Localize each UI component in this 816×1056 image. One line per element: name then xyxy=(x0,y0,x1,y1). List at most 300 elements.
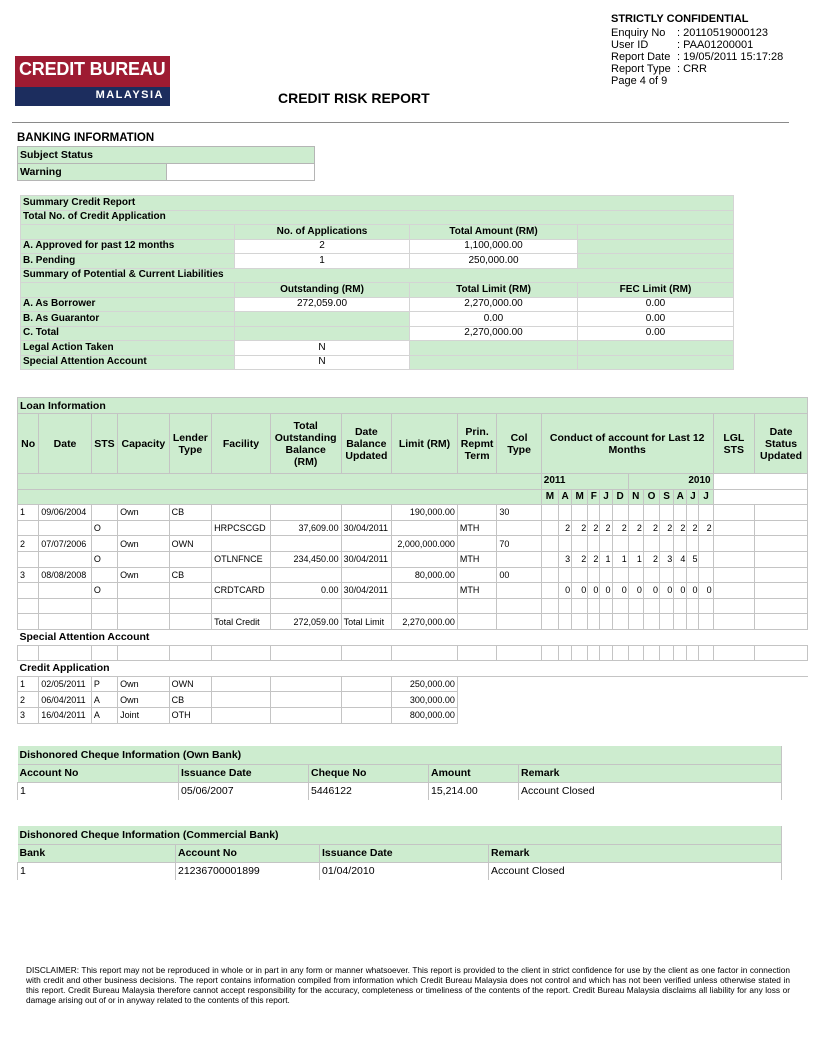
cell-remark: Account Closed xyxy=(489,862,782,880)
blank-cell xyxy=(457,707,807,723)
loan-row xyxy=(18,551,808,567)
month-header: D xyxy=(612,489,628,505)
month-header: F xyxy=(588,489,600,505)
conduct-cell: 2 xyxy=(699,520,713,536)
conduct-cell xyxy=(699,505,713,521)
col-date: Date xyxy=(39,414,92,474)
conduct-cell: 2 xyxy=(588,551,600,567)
col-amount: Amount xyxy=(429,764,519,782)
cell-capacity: Own xyxy=(118,536,170,552)
month-header: M xyxy=(572,489,588,505)
cell-capacity xyxy=(118,520,170,536)
conduct-cell: 0 xyxy=(600,583,612,599)
cell-issuance-date: 01/04/2010 xyxy=(320,862,489,880)
total-fec: 0.00 xyxy=(578,326,734,341)
conduct-cell xyxy=(699,536,713,552)
cell-sts xyxy=(91,536,117,552)
meta-label: User ID xyxy=(611,39,649,51)
month-header: M xyxy=(541,489,558,505)
blank-cell xyxy=(457,692,807,708)
total-limit-label: Total Limit xyxy=(341,614,392,630)
cell-sts: A xyxy=(91,692,117,708)
cell-lender-type: CB xyxy=(169,692,211,708)
col-account-no: Account No xyxy=(18,764,179,782)
col-applications: No. of Applications xyxy=(235,225,410,240)
conduct-cell: 0 xyxy=(628,583,643,599)
cell-limit: 80,000.00 xyxy=(392,567,458,583)
conduct-cell xyxy=(628,567,643,583)
conduct-cell xyxy=(699,567,713,583)
cell-facility: HRPCSCGD xyxy=(212,520,271,536)
warning-value xyxy=(166,164,315,181)
total-apps-label: Total No. of Credit Application xyxy=(21,210,734,225)
col-outstanding: Outstanding (RM) xyxy=(235,283,410,298)
cell-date: 08/08/2008 xyxy=(39,567,92,583)
col-issuance-date: Issuance Date xyxy=(179,764,309,782)
legal-label: Legal Action Taken xyxy=(21,341,235,356)
cell-facility: OTLNFNCE xyxy=(212,551,271,567)
cell-limit: 300,000.00 xyxy=(392,692,458,708)
total-limit: 2,270,000.00 xyxy=(410,326,578,341)
cell-date-status xyxy=(755,536,808,552)
cell-no: 1 xyxy=(18,505,39,521)
conduct-cell xyxy=(674,505,687,521)
conduct-cell xyxy=(674,567,687,583)
cell-sts xyxy=(91,505,117,521)
cell-facility xyxy=(212,676,271,692)
conduct-cell: 0 xyxy=(558,583,571,599)
cell-facility xyxy=(212,567,271,583)
cell-remark: Account Closed xyxy=(519,782,782,800)
year-start: 2011 xyxy=(541,474,628,490)
col-sts: STS xyxy=(91,414,117,474)
col-bank: Bank xyxy=(18,844,176,862)
cell-date-status xyxy=(755,520,808,536)
col-lgl-sts: LGL STS xyxy=(713,414,754,474)
month-header: S xyxy=(660,489,674,505)
cell-total-balance: 234,450.00 xyxy=(270,551,341,567)
credit-application-row xyxy=(18,676,808,692)
conduct-cell: 2 xyxy=(612,520,628,536)
logo-text-top: CREDIT BUREAU xyxy=(15,56,170,87)
borrower-limit: 2,270,000.00 xyxy=(410,297,578,312)
conduct-cell: 2 xyxy=(643,551,659,567)
conduct-cell xyxy=(541,505,558,521)
cell-date-balance xyxy=(341,567,392,583)
cell-date-status xyxy=(755,567,808,583)
cell-col-type xyxy=(497,583,541,599)
col-capacity: Capacity xyxy=(118,414,170,474)
conduct-cell xyxy=(628,536,643,552)
col-issuance-date: Issuance Date xyxy=(320,844,489,862)
conduct-cell xyxy=(687,567,699,583)
cell-date: 06/04/2011 xyxy=(39,692,92,708)
meta-label: Report Type xyxy=(611,63,671,75)
cell-col-type xyxy=(497,551,541,567)
cell-capacity: Own xyxy=(118,676,170,692)
cell-date-balance xyxy=(341,692,392,708)
cell-lgl-sts xyxy=(713,520,754,536)
guarantor-limit: 0.00 xyxy=(410,312,578,327)
cell-lender-type xyxy=(169,520,211,536)
meta-value: : CRR xyxy=(677,63,707,75)
cell-prin-term: MTH xyxy=(457,551,496,567)
meta-value: : 19/05/2011 15:17:28 xyxy=(677,51,784,63)
cell-capacity: Own xyxy=(118,567,170,583)
conduct-cell xyxy=(660,567,674,583)
total-credit-value: 272,059.00 xyxy=(270,614,341,630)
special-attention-label: Special Attention Account xyxy=(21,355,235,370)
cell-date-balance xyxy=(341,536,392,552)
cell-total-balance xyxy=(270,707,341,723)
conduct-cell xyxy=(600,567,612,583)
cell-col-type xyxy=(497,520,541,536)
cell-no: 3 xyxy=(18,707,39,723)
cell-prin-term: MTH xyxy=(457,583,496,599)
conduct-cell: 0 xyxy=(612,583,628,599)
conduct-cell: 1 xyxy=(600,551,612,567)
blank-cell xyxy=(457,676,807,692)
conduct-cell: 0 xyxy=(588,583,600,599)
page-indicator: Page 4 of 9 xyxy=(611,75,668,87)
cell-capacity: Own xyxy=(118,505,170,521)
approved-label: A. Approved for past 12 months xyxy=(21,239,235,254)
subject-status-label: Subject Status xyxy=(18,147,315,164)
cell-date-balance: 30/04/2011 xyxy=(341,551,392,567)
conduct-cell xyxy=(612,505,628,521)
cell-date: 02/05/2011 xyxy=(39,676,92,692)
cell-no: 2 xyxy=(18,692,39,708)
cell-prin-term: MTH xyxy=(457,520,496,536)
meta-value: : PAA01200001 xyxy=(677,39,754,51)
empty-row xyxy=(18,645,808,661)
meta-value: : 20110519000123 xyxy=(677,27,768,39)
cell-account-no: 1 xyxy=(18,782,179,800)
conduct-cell: 2 xyxy=(572,520,588,536)
conduct-cell: 0 xyxy=(674,583,687,599)
guarantor-outstanding xyxy=(235,312,410,327)
total-outstanding xyxy=(235,326,410,341)
meta-label: Report Date xyxy=(611,51,671,63)
col-fec-limit: FEC Limit (RM) xyxy=(578,283,734,298)
year-end: 2010 xyxy=(628,474,713,490)
conduct-cell xyxy=(572,505,588,521)
total-limit-value: 2,270,000.00 xyxy=(392,614,458,630)
report-title: CREDIT RISK REPORT xyxy=(278,90,430,106)
col-no: No xyxy=(18,414,39,474)
conduct-cell xyxy=(612,567,628,583)
guarantor-label: B. As Guarantor xyxy=(21,312,235,327)
credit-application-title: Credit Application xyxy=(18,661,808,677)
cell-limit xyxy=(392,551,458,567)
cell-total-balance xyxy=(270,505,341,521)
conduct-cell xyxy=(687,505,699,521)
conduct-cell xyxy=(643,505,659,521)
col-remark: Remark xyxy=(519,764,782,782)
warning-label: Warning xyxy=(18,164,167,181)
conduct-cell xyxy=(660,505,674,521)
cell-facility: CRDTCARD xyxy=(212,583,271,599)
cell-issuance-date: 05/06/2007 xyxy=(179,782,309,800)
cell-lender-type xyxy=(169,551,211,567)
cell-lender-type: CB xyxy=(169,567,211,583)
conduct-cell: 0 xyxy=(660,583,674,599)
conduct-cell xyxy=(612,536,628,552)
conduct-cell: 0 xyxy=(699,583,713,599)
col-lender-type: Lender Type xyxy=(169,414,211,474)
company-logo xyxy=(15,56,170,106)
cell-sts: P xyxy=(91,676,117,692)
conduct-cell: 0 xyxy=(572,583,588,599)
cell-limit xyxy=(392,583,458,599)
cell-limit: 250,000.00 xyxy=(392,676,458,692)
month-header: J xyxy=(600,489,612,505)
approved-count: 2 xyxy=(235,239,410,254)
cell-date-balance: 30/04/2011 xyxy=(341,583,392,599)
cell-sts: O xyxy=(91,520,117,536)
col-account-no: Account No xyxy=(176,844,320,862)
col-limit: Limit (RM) xyxy=(392,414,458,474)
special-attention-value: N xyxy=(235,355,410,370)
cell-facility xyxy=(212,505,271,521)
conduct-cell: 1 xyxy=(612,551,628,567)
cell-lender-type xyxy=(169,583,211,599)
cell-total-balance: 0.00 xyxy=(270,583,341,599)
liabilities-title: Summary of Potential & Current Liabilities xyxy=(21,268,734,283)
empty-row xyxy=(18,598,808,614)
header-divider xyxy=(12,122,789,123)
loan-info-table xyxy=(17,397,808,724)
loan-info-title: Loan Information xyxy=(18,398,808,414)
total-label: C. Total xyxy=(21,326,235,341)
cell-facility xyxy=(212,692,271,708)
conduct-cell: 2 xyxy=(572,551,588,567)
conduct-cell: 0 xyxy=(643,583,659,599)
conduct-cell xyxy=(588,536,600,552)
cheque-own-bank-table xyxy=(17,746,782,800)
conduct-cell xyxy=(660,536,674,552)
col-facility: Facility xyxy=(212,414,271,474)
loan-row xyxy=(18,505,808,521)
conduct-cell xyxy=(643,567,659,583)
cell-no xyxy=(18,551,39,567)
conduct-cell: 1 xyxy=(628,551,643,567)
conduct-cell: 2 xyxy=(628,520,643,536)
summary-credit-table xyxy=(20,195,734,370)
pending-amount: 250,000.00 xyxy=(410,254,578,269)
cell-limit: 800,000.00 xyxy=(392,707,458,723)
special-attention-title: Special Attention Account xyxy=(18,629,808,645)
cell-account-no: 21236700001899 xyxy=(176,862,320,880)
cell-capacity xyxy=(118,583,170,599)
conduct-cell: 5 xyxy=(687,551,699,567)
conduct-cell xyxy=(687,536,699,552)
cell-lgl-sts xyxy=(713,505,754,521)
cell-capacity xyxy=(118,551,170,567)
borrower-outstanding: 272,059.00 xyxy=(235,297,410,312)
cell-prin-term xyxy=(457,505,496,521)
conduct-cell: 2 xyxy=(687,520,699,536)
conduct-cell xyxy=(572,567,588,583)
cell-total-balance xyxy=(270,692,341,708)
conduct-cell xyxy=(600,505,612,521)
col-total-amount: Total Amount (RM) xyxy=(410,225,578,240)
conduct-cell xyxy=(628,505,643,521)
col-date-status: Date Status Updated xyxy=(755,414,808,474)
cell-no: 3 xyxy=(18,567,39,583)
credit-application-row xyxy=(18,692,808,708)
confidential-label: STRICTLY CONFIDENTIAL xyxy=(611,13,749,25)
cell-lgl-sts xyxy=(713,536,754,552)
cell-lgl-sts xyxy=(713,567,754,583)
cell-col-type: 00 xyxy=(497,567,541,583)
cell-facility xyxy=(212,707,271,723)
month-header: J xyxy=(699,489,713,505)
conduct-cell: 3 xyxy=(660,551,674,567)
logo-text-bottom: MALAYSIA xyxy=(15,87,170,106)
pending-label: B. Pending xyxy=(21,254,235,269)
loan-row xyxy=(18,567,808,583)
cell-date-balance xyxy=(341,707,392,723)
conduct-cell xyxy=(588,567,600,583)
cell-prin-term xyxy=(457,567,496,583)
cell-date-status xyxy=(755,551,808,567)
conduct-cell xyxy=(541,567,558,583)
conduct-cell xyxy=(674,536,687,552)
pending-count: 1 xyxy=(235,254,410,269)
conduct-cell xyxy=(600,536,612,552)
loan-row xyxy=(18,536,808,552)
total-credit-row xyxy=(18,614,808,630)
cell-date xyxy=(39,520,92,536)
cell-total-balance: 37,609.00 xyxy=(270,520,341,536)
disclaimer-text: DISCLAIMER: This report may not be reproduced in whole or in part in any form or manner whatsoever. This report is provided to the client in strict confidence for use by the client as one factor in connection with credit and other business decisions. The report contains information compiled from information which Credit Bureau Malaysia does not control and which has not been verified unless otherwise stated in this report. Credit Bureau Malaysia therefore cannot accept responsibility for the accuracy, completeness or timeliness of the contents of the report. Credit Bureau Malaysia disclaims all liability for any loss or damage arising out of or in anyway related to the contents of this report. xyxy=(26,965,790,1005)
credit-application-row xyxy=(18,707,808,723)
cell-limit: 190,000.00 xyxy=(392,505,458,521)
conduct-cell xyxy=(541,536,558,552)
loan-row xyxy=(18,583,808,599)
cell-sts xyxy=(91,567,117,583)
cell-total-balance xyxy=(270,676,341,692)
conduct-cell: 2 xyxy=(600,520,612,536)
cell-prin-term xyxy=(457,536,496,552)
cell-col-type: 70 xyxy=(497,536,541,552)
cell-lender-type: OWN xyxy=(169,536,211,552)
conduct-cell xyxy=(541,551,558,567)
conduct-cell: 2 xyxy=(660,520,674,536)
cell-lender-type: OWN xyxy=(169,676,211,692)
col-cheque-no: Cheque No xyxy=(309,764,429,782)
cell-date: 16/04/2011 xyxy=(39,707,92,723)
cell-lgl-sts xyxy=(713,583,754,599)
loan-row xyxy=(18,520,808,536)
cheque-comm-title: Dishonored Cheque Information (Commercial Bank) xyxy=(18,826,782,844)
col-remark: Remark xyxy=(489,844,782,862)
conduct-cell: 0 xyxy=(687,583,699,599)
conduct-cell xyxy=(588,505,600,521)
total-credit-label: Total Credit xyxy=(212,614,271,630)
conduct-cell: 3 xyxy=(558,551,571,567)
cell-bank: 1 xyxy=(18,862,176,880)
banking-info-title: BANKING INFORMATION xyxy=(17,132,155,144)
cell-capacity: Joint xyxy=(118,707,170,723)
conduct-cell: 2 xyxy=(588,520,600,536)
month-header: A xyxy=(674,489,687,505)
cell-cheque-no: 5446122 xyxy=(309,782,429,800)
col-col-type: Col Type xyxy=(497,414,541,474)
meta-label: Enquiry No xyxy=(611,27,666,39)
conduct-cell xyxy=(572,536,588,552)
subject-status-table xyxy=(17,146,315,181)
cell-lgl-sts xyxy=(713,551,754,567)
conduct-cell: 2 xyxy=(643,520,659,536)
cell-col-type: 30 xyxy=(497,505,541,521)
cheque-commercial-bank-table xyxy=(17,826,782,880)
cell-sts: A xyxy=(91,707,117,723)
conduct-cell: 2 xyxy=(558,520,571,536)
cell-date-balance xyxy=(341,505,392,521)
cell-lender-type: OTH xyxy=(169,707,211,723)
cell-date: 07/07/2006 xyxy=(39,536,92,552)
cell-date-balance xyxy=(341,676,392,692)
cell-date xyxy=(39,551,92,567)
cell-no xyxy=(18,583,39,599)
report-meta xyxy=(611,27,783,87)
guarantor-fec: 0.00 xyxy=(578,312,734,327)
cell-capacity: Own xyxy=(118,692,170,708)
col-total-limit: Total Limit (RM) xyxy=(410,283,578,298)
cheque-own-title: Dishonored Cheque Information (Own Bank) xyxy=(18,746,782,764)
conduct-cell xyxy=(558,505,571,521)
col-total-balance: Total Outstanding Balance (RM) xyxy=(270,414,341,474)
cell-total-balance xyxy=(270,567,341,583)
conduct-cell xyxy=(558,567,571,583)
month-header: O xyxy=(643,489,659,505)
cell-date-status xyxy=(755,583,808,599)
cell-date-status xyxy=(755,505,808,521)
cell-no: 2 xyxy=(18,536,39,552)
cell-lender-type: CB xyxy=(169,505,211,521)
conduct-cell: 2 xyxy=(674,520,687,536)
cell-date: 09/06/2004 xyxy=(39,505,92,521)
approved-amount: 1,100,000.00 xyxy=(410,239,578,254)
conduct-cell xyxy=(541,583,558,599)
col-conduct: Conduct of account for Last 12 Months xyxy=(541,414,713,474)
month-header: A xyxy=(558,489,571,505)
conduct-cell xyxy=(541,520,558,536)
cell-sts: O xyxy=(91,551,117,567)
col-date-balance: Date Balance Updated xyxy=(341,414,392,474)
cell-total-balance xyxy=(270,536,341,552)
cell-date xyxy=(39,583,92,599)
cell-no: 1 xyxy=(18,676,39,692)
conduct-cell xyxy=(699,551,713,567)
cell-limit xyxy=(392,520,458,536)
summary-title: Summary Credit Report xyxy=(21,196,734,211)
borrower-label: A. As Borrower xyxy=(21,297,235,312)
cell-facility xyxy=(212,536,271,552)
month-header: N xyxy=(628,489,643,505)
cell-no xyxy=(18,520,39,536)
cell-date-balance: 30/04/2011 xyxy=(341,520,392,536)
month-header: J xyxy=(687,489,699,505)
cell-sts: O xyxy=(91,583,117,599)
borrower-fec: 0.00 xyxy=(578,297,734,312)
cell-amount: 15,214.00 xyxy=(429,782,519,800)
conduct-cell xyxy=(643,536,659,552)
legal-value: N xyxy=(235,341,410,356)
col-prin-term: Prin. Repmt Term xyxy=(457,414,496,474)
